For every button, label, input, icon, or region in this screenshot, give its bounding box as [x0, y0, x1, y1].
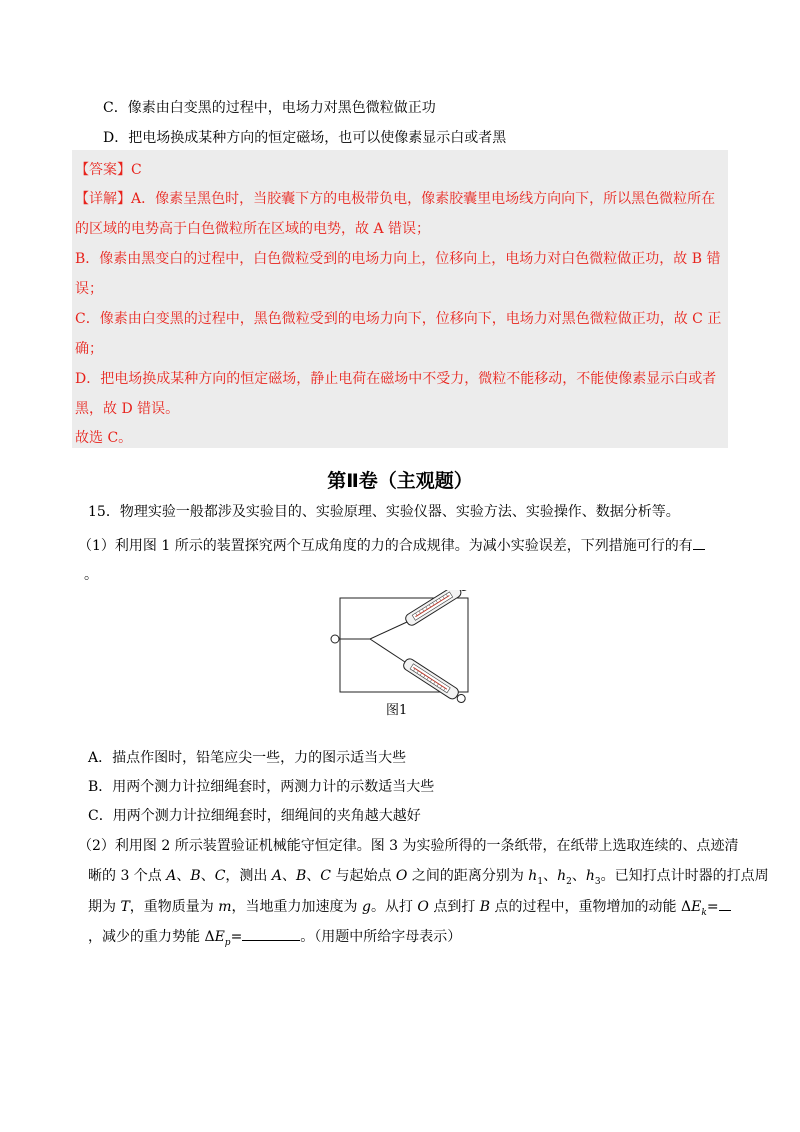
- q15-part2-line2: 晰的 3 个点 A、B、C，测出 A、B、C 与起始点 O 之间的距离分别为 $h_1$、$h_2$、$h_3$。已知打点计时器的打点周: [88, 868, 769, 887]
- string-upper: [370, 622, 407, 639]
- detail-line-3: B．像素由黑变白的过程中，白色微粒受到的电场力向上，位移向上，电场力对白色微粒做正功，故 B 错: [75, 251, 721, 267]
- q15-option-c: C．用两个测力计拉细绳套时，细绳间的夹角越大越好: [88, 808, 421, 824]
- answer-blank-1[interactable]: [693, 535, 705, 550]
- q15-part1: （1）利用图 1 所示的装置探究两个互成角度的力的合成规律。为减小实验误差，下列措施可行的有: [78, 535, 705, 556]
- figure-1-caption: 图1: [386, 703, 408, 718]
- answer-label: 【答案】: [75, 162, 131, 178]
- detail-line-5: C．像素由白变黑的过程中，黑色微粒受到的电场力向下，位移向下，电场力对黑色微粒做正功，故 C 正: [75, 311, 722, 327]
- board-frame: [340, 598, 468, 692]
- knot-ring: [331, 635, 339, 643]
- detail-label: 【详解】: [75, 191, 131, 207]
- answer-value: C: [131, 162, 142, 178]
- spring-scale-upper: [404, 590, 471, 627]
- detail-line-8: 黑，故 D 错误。: [75, 401, 180, 417]
- figure-1-apparatus: [325, 590, 485, 712]
- q15-option-a: A．描点作图时，铅笔应尖一些，力的图示适当大些: [88, 750, 407, 766]
- detail-line-4: 误；: [75, 281, 103, 297]
- answer-blank-2[interactable]: [719, 896, 731, 911]
- answer-blank-3[interactable]: [242, 926, 300, 941]
- section-title: 第Ⅱ卷（主观题）: [327, 470, 473, 492]
- option-d-prev: D．把电场换成某种方向的恒定磁场，也可以使像素显示白或者黑: [103, 130, 507, 146]
- detail-line-7: D．把电场换成某种方向的恒定磁场，静止电荷在磁场中不受力，微粒不能移动，不能使像素显示白或者: [75, 371, 717, 387]
- detail-line-2: 的区域的电势高于白色微粒所在区域的电势，故 A 错误；: [75, 221, 431, 237]
- q15-part1-end: 。: [84, 567, 98, 583]
- answer-line: [75, 160, 142, 180]
- q15-option-b: B．用两个测力计拉细绳套时，两测力计的示数适当大些: [88, 779, 435, 795]
- q15-stem: 15．物理实验一般都涉及实验目的、实验原理、实验仪器、实验方法、实验操作、数据分析等。: [88, 504, 680, 520]
- spring-scale-lower: [402, 657, 468, 706]
- detail-line-9: 故选 C。: [75, 430, 133, 446]
- string-lower: [370, 639, 405, 662]
- q15-part2-line3: 期为 T，重物质量为 m，当地重力加速度为 g。从打 O 点到打 B 点的过程中，重物增加的动能 $\Delta E_k=$: [88, 896, 731, 923]
- detail-line-1: 【详解】A．像素呈黑色时，当胶囊下方的电极带负电，像素胶囊里电场线方向向下，所以黑色微粒所在: [75, 191, 716, 207]
- q15-part2-line4: ，减少的重力势能 $\Delta E_p=$ 。（用题中所给字母表示）: [88, 926, 461, 953]
- detail-line-6: 确；: [75, 341, 103, 357]
- option-c-prev: C．像素由白变黑的过程中，电场力对黑色微粒做正功: [103, 100, 436, 116]
- q15-part2-line1: （2）利用图 2 所示装置验证机械能守恒定律。图 3 为实验所得的一条纸带，在纸带上选取连续的、点迹清: [78, 838, 739, 854]
